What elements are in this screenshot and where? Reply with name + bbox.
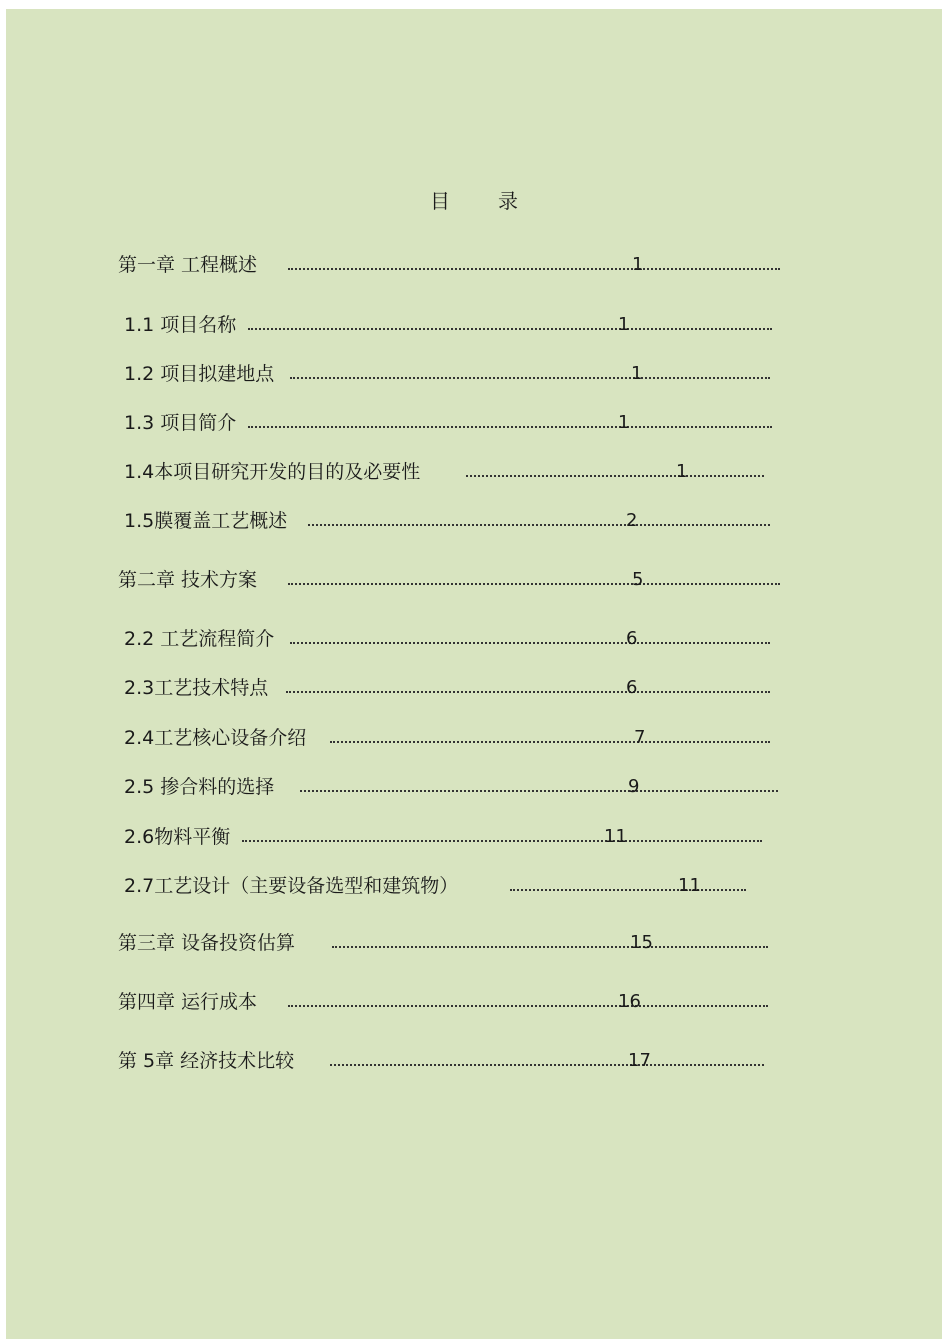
toc-entry-label: 1.2 项目拟建地点 — [124, 363, 275, 385]
toc-entry-label: 1.3 项目简介 — [124, 412, 237, 434]
toc-entry-page: 2 — [626, 510, 638, 531]
toc-leader — [332, 946, 768, 948]
toc-entry-page: 16 — [618, 991, 641, 1012]
toc-entry-chapter-1[interactable] — [118, 253, 780, 277]
toc-entry-label: 2.6物料平衡 — [124, 826, 231, 848]
toc-entry-1-2[interactable] — [124, 362, 770, 386]
toc-title-char-2: 录 — [498, 189, 518, 213]
toc-entry-2-7[interactable] — [124, 874, 746, 898]
toc-leader — [248, 426, 772, 428]
toc-entry-page: 1 — [631, 363, 643, 384]
toc-title — [6, 185, 942, 214]
toc-entry-page: 1 — [676, 461, 688, 482]
toc-entry-2-5[interactable] — [124, 775, 778, 799]
toc-entry-label: 第 5章 经济技术比较 — [118, 1050, 295, 1072]
toc-entry-page: 11 — [604, 826, 627, 847]
toc-leader — [290, 642, 770, 644]
toc-entry-chapter-4[interactable] — [118, 990, 768, 1014]
toc-entry-label: 2.2 工艺流程简介 — [124, 628, 275, 650]
toc-entry-page: 5 — [632, 569, 644, 590]
toc-entry-page: 9 — [628, 776, 640, 797]
toc-entry-1-4[interactable] — [124, 460, 764, 484]
toc-leader — [330, 741, 770, 743]
toc-entry-label: 第三章 设备投资估算 — [118, 932, 296, 954]
toc-entry-page: 15 — [630, 932, 653, 953]
toc-leader — [286, 691, 770, 693]
toc-leader — [288, 583, 780, 585]
toc-entry-label: 2.5 掺合料的选择 — [124, 776, 275, 798]
toc-leader — [288, 1005, 768, 1007]
toc-entry-chapter-3[interactable] — [118, 931, 768, 955]
toc-leader — [466, 475, 764, 477]
toc-entry-1-1[interactable] — [124, 313, 772, 337]
toc-entry-2-2[interactable] — [124, 627, 770, 651]
toc-entry-label: 第一章 工程概述 — [118, 254, 258, 276]
toc-entry-chapter-2[interactable] — [118, 568, 780, 592]
toc-leader — [510, 889, 746, 891]
toc-entry-1-3[interactable] — [124, 411, 772, 435]
toc-entry-page: 1 — [618, 412, 630, 433]
toc-entry-label: 第二章 技术方案 — [118, 569, 258, 591]
toc-entry-1-5[interactable] — [124, 509, 770, 533]
toc-entry-page: 1 — [618, 314, 630, 335]
toc-entry-page: 17 — [628, 1050, 651, 1071]
toc-entry-label: 2.3工艺技术特点 — [124, 677, 269, 699]
toc-leader — [308, 524, 770, 526]
toc-leader — [248, 328, 772, 330]
toc-entry-2-4[interactable] — [124, 726, 770, 750]
toc-leader — [288, 268, 780, 270]
toc-entry-chapter-5[interactable] — [118, 1049, 764, 1073]
toc-leader — [330, 1064, 764, 1066]
toc-entry-page: 1 — [632, 254, 644, 275]
toc-entry-label: 2.7工艺设计（主要设备选型和建筑物） — [124, 875, 459, 897]
toc-entry-page: 6 — [626, 677, 638, 698]
toc-entry-2-3[interactable] — [124, 676, 770, 700]
toc-leader — [300, 790, 778, 792]
toc-entry-label: 2.4工艺核心设备介绍 — [124, 727, 307, 749]
toc-entry-2-6[interactable] — [124, 825, 762, 849]
toc-leader — [290, 377, 770, 379]
toc-entry-page: 7 — [634, 727, 646, 748]
toc-entry-label: 第四章 运行成本 — [118, 991, 258, 1013]
toc-entry-page: 11 — [678, 875, 701, 896]
toc-entry-label: 1.1 项目名称 — [124, 314, 237, 336]
toc-leader — [242, 840, 762, 842]
toc-entry-label: 1.4本项目研究开发的目的及必要性 — [124, 461, 421, 483]
toc-entry-page: 6 — [626, 628, 638, 649]
toc-title-char-1: 目 — [430, 189, 450, 213]
toc-entry-label: 1.5膜覆盖工艺概述 — [124, 510, 288, 532]
document-page — [6, 9, 942, 1339]
